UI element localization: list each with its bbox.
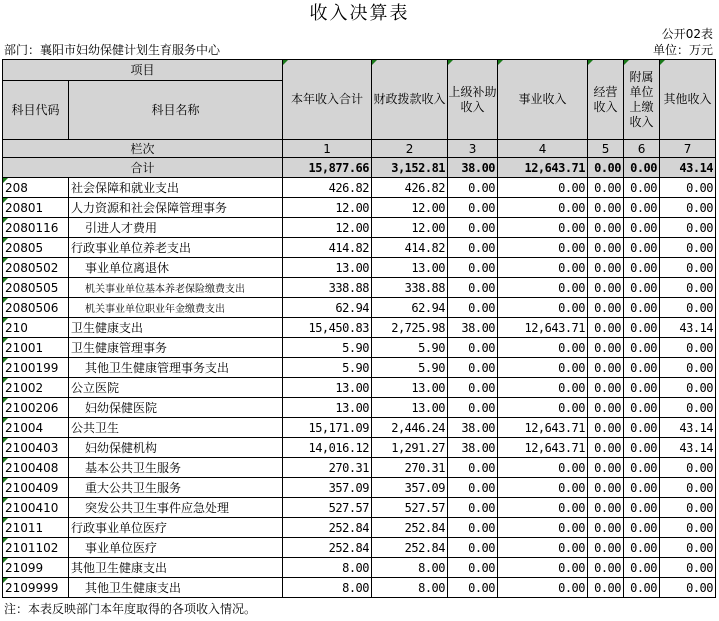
amount-cell[interactable]: 0.00 [588, 558, 624, 578]
amount-cell[interactable]: 0.00 [624, 418, 660, 438]
table-row [3, 498, 716, 518]
amount-cell[interactable]: 13.00 [283, 378, 372, 398]
table-row [3, 258, 716, 278]
amount-cell[interactable]: 0.00 [624, 318, 660, 338]
subject-name[interactable]: 引进人才费用 [69, 218, 283, 238]
subject-name[interactable]: 机关事业单位职业年金缴费支出 [69, 298, 283, 318]
table-row [3, 418, 716, 438]
amount-cell[interactable]: 13.00 [372, 398, 448, 418]
amount-cell[interactable]: 12,643.71 [498, 418, 588, 438]
header-business[interactable]: 事业收入 [498, 60, 588, 140]
amount-cell[interactable]: 0.00 [660, 238, 716, 258]
amount-cell[interactable]: 13.00 [372, 378, 448, 398]
table-row [3, 438, 716, 458]
amount-cell[interactable]: 0.00 [588, 478, 624, 498]
header-other[interactable]: 其他收入 [660, 60, 716, 140]
amount-cell[interactable]: 0.00 [660, 478, 716, 498]
amount-cell[interactable]: 38.00 [448, 318, 498, 338]
subject-name[interactable]: 卫生健康管理事务 [69, 338, 283, 358]
amount-cell[interactable]: 2,446.24 [372, 418, 448, 438]
report-title: 收入决算表 [309, 3, 410, 24]
total-value[interactable]: 12,643.71 [498, 158, 588, 178]
amount-cell[interactable]: 252.84 [283, 518, 372, 538]
subject-code[interactable]: 2109999 [3, 578, 69, 598]
subject-name[interactable]: 其他卫生健康支出 [69, 558, 283, 578]
amount-cell[interactable]: 0.00 [660, 558, 716, 578]
table-row [3, 318, 716, 338]
amount-cell[interactable]: 2,725.98 [372, 318, 448, 338]
subject-code[interactable]: 2100403 [3, 438, 69, 458]
amount-cell[interactable]: 0.00 [498, 458, 588, 478]
column-number[interactable]: 2 [372, 140, 448, 158]
amount-cell[interactable]: 15,171.09 [283, 418, 372, 438]
amount-cell[interactable]: 0.00 [448, 178, 498, 198]
column-number[interactable]: 5 [588, 140, 624, 158]
amount-cell[interactable]: 43.14 [660, 418, 716, 438]
amount-cell[interactable]: 0.00 [624, 298, 660, 318]
header-superior[interactable]: 上级补助收入 [448, 60, 498, 140]
header-item[interactable]: 项目 [3, 60, 283, 81]
amount-cell[interactable]: 5.90 [283, 358, 372, 378]
amount-cell[interactable]: 0.00 [660, 498, 716, 518]
amount-cell[interactable]: 12.00 [372, 218, 448, 238]
amount-cell[interactable]: 0.00 [448, 518, 498, 538]
column-number[interactable]: 1 [283, 140, 372, 158]
amount-cell[interactable]: 12.00 [372, 198, 448, 218]
amount-cell[interactable]: 0.00 [660, 278, 716, 298]
subject-name[interactable]: 行政事业单位养老支出 [69, 238, 283, 258]
amount-cell[interactable]: 43.14 [660, 318, 716, 338]
table-row [3, 558, 716, 578]
income-table [2, 59, 716, 598]
column-number[interactable]: 6 [624, 140, 660, 158]
amount-cell[interactable]: 8.00 [372, 558, 448, 578]
amount-cell[interactable]: 13.00 [372, 258, 448, 278]
amount-cell[interactable]: 38.00 [448, 438, 498, 458]
subject-name[interactable]: 事业单位离退休 [69, 258, 283, 278]
amount-cell[interactable]: 0.00 [588, 438, 624, 458]
amount-cell[interactable]: 0.00 [588, 198, 624, 218]
amount-cell[interactable]: 0.00 [624, 478, 660, 498]
amount-cell[interactable]: 0.00 [498, 378, 588, 398]
amount-cell[interactable]: 15,450.83 [283, 318, 372, 338]
amount-cell[interactable]: 357.09 [372, 478, 448, 498]
amount-cell[interactable]: 0.00 [498, 478, 588, 498]
amount-cell[interactable]: 0.00 [588, 278, 624, 298]
amount-cell[interactable]: 0.00 [660, 538, 716, 558]
amount-cell[interactable]: 0.00 [448, 558, 498, 578]
column-number[interactable]: 7 [660, 140, 716, 158]
subject-code[interactable]: 2100206 [3, 398, 69, 418]
subject-code[interactable]: 2080506 [3, 298, 69, 318]
amount-cell[interactable]: 0.00 [498, 518, 588, 538]
amount-cell[interactable]: 0.00 [624, 438, 660, 458]
amount-cell[interactable]: 0.00 [660, 258, 716, 278]
subject-code[interactable]: 2100410 [3, 498, 69, 518]
subject-name[interactable]: 其他卫生健康管理事务支出 [69, 358, 283, 378]
table-row [3, 578, 716, 598]
subject-code[interactable]: 2100409 [3, 478, 69, 498]
amount-cell[interactable]: 0.00 [624, 338, 660, 358]
subject-code[interactable]: 21011 [3, 518, 69, 538]
subject-code[interactable]: 2080505 [3, 278, 69, 298]
amount-cell[interactable]: 0.00 [624, 358, 660, 378]
amount-cell[interactable]: 0.00 [498, 258, 588, 278]
amount-cell[interactable]: 5.90 [372, 358, 448, 378]
amount-cell[interactable]: 0.00 [498, 538, 588, 558]
amount-cell[interactable]: 0.00 [624, 198, 660, 218]
amount-cell[interactable]: 0.00 [660, 298, 716, 318]
amount-cell[interactable]: 0.00 [660, 178, 716, 198]
amount-cell[interactable]: 0.00 [660, 338, 716, 358]
table-row [3, 378, 716, 398]
subject-name[interactable]: 妇幼保健医院 [69, 398, 283, 418]
amount-cell[interactable]: 0.00 [588, 538, 624, 558]
amount-cell[interactable]: 62.94 [283, 298, 372, 318]
amount-cell[interactable]: 0.00 [448, 218, 498, 238]
amount-cell[interactable]: 5.90 [283, 338, 372, 358]
amount-cell[interactable]: 338.88 [372, 278, 448, 298]
table-row [3, 218, 716, 238]
amount-cell[interactable]: 0.00 [498, 238, 588, 258]
subject-name[interactable]: 行政事业单位医疗 [69, 518, 283, 538]
amount-cell[interactable]: 0.00 [448, 358, 498, 378]
amount-cell[interactable]: 0.00 [624, 218, 660, 238]
amount-cell[interactable]: 0.00 [588, 358, 624, 378]
report-number: 公开02表 [661, 27, 713, 41]
amount-cell[interactable]: 0.00 [498, 198, 588, 218]
amount-cell[interactable]: 0.00 [624, 558, 660, 578]
table-row [3, 458, 716, 478]
amount-cell[interactable]: 12,643.71 [498, 438, 588, 458]
amount-cell[interactable]: 0.00 [588, 578, 624, 598]
amount-cell[interactable]: 1,291.27 [372, 438, 448, 458]
table-row [3, 298, 716, 318]
subject-code[interactable]: 2100199 [3, 358, 69, 378]
amount-cell[interactable]: 0.00 [588, 418, 624, 438]
amount-cell[interactable]: 0.00 [624, 498, 660, 518]
amount-cell[interactable]: 0.00 [448, 338, 498, 358]
amount-cell[interactable]: 0.00 [498, 558, 588, 578]
table-row [3, 178, 716, 198]
amount-cell[interactable]: 13.00 [283, 258, 372, 278]
subject-code[interactable]: 21099 [3, 558, 69, 578]
amount-cell[interactable]: 414.82 [283, 238, 372, 258]
amount-cell[interactable]: 0.00 [588, 298, 624, 318]
amount-cell[interactable]: 252.84 [283, 538, 372, 558]
amount-cell[interactable]: 0.00 [448, 398, 498, 418]
subject-name[interactable]: 妇幼保健机构 [69, 438, 283, 458]
amount-cell[interactable]: 426.82 [372, 178, 448, 198]
table-row [3, 238, 716, 258]
amount-cell[interactable]: 0.00 [660, 358, 716, 378]
amount-cell[interactable]: 0.00 [624, 518, 660, 538]
amount-cell[interactable]: 0.00 [624, 278, 660, 298]
subject-name[interactable]: 突发公共卫生事件应急处理 [69, 498, 283, 518]
table-row [3, 398, 716, 418]
amount-cell[interactable]: 0.00 [588, 398, 624, 418]
amount-cell[interactable]: 0.00 [498, 398, 588, 418]
amount-cell[interactable]: 0.00 [624, 458, 660, 478]
amount-cell[interactable]: 0.00 [588, 498, 624, 518]
amount-cell[interactable]: 8.00 [372, 578, 448, 598]
amount-cell[interactable]: 0.00 [660, 378, 716, 398]
subject-name[interactable]: 社会保障和就业支出 [69, 178, 283, 198]
amount-cell[interactable]: 13.00 [283, 398, 372, 418]
amount-cell[interactable]: 0.00 [588, 238, 624, 258]
subject-code[interactable]: 20805 [3, 238, 69, 258]
amount-cell[interactable]: 0.00 [498, 298, 588, 318]
subject-name[interactable]: 公共卫生 [69, 418, 283, 438]
header-total[interactable]: 本年收入合计 [283, 60, 372, 140]
column-number[interactable]: 4 [498, 140, 588, 158]
amount-cell[interactable]: 12,643.71 [498, 318, 588, 338]
amount-cell[interactable]: 0.00 [624, 258, 660, 278]
amount-cell[interactable]: 0.00 [498, 218, 588, 238]
amount-cell[interactable]: 0.00 [660, 458, 716, 478]
table-row [3, 198, 716, 218]
amount-cell[interactable]: 0.00 [588, 378, 624, 398]
amount-cell[interactable]: 252.84 [372, 518, 448, 538]
amount-cell[interactable]: 0.00 [448, 498, 498, 518]
subject-code[interactable]: 21001 [3, 338, 69, 358]
amount-cell[interactable]: 8.00 [283, 578, 372, 598]
amount-cell[interactable]: 0.00 [660, 398, 716, 418]
header-fiscal[interactable]: 财政拨款收入 [372, 60, 448, 140]
amount-cell[interactable]: 38.00 [448, 418, 498, 438]
subject-code[interactable]: 2100408 [3, 458, 69, 478]
amount-cell[interactable]: 0.00 [624, 238, 660, 258]
subject-code[interactable]: 2101102 [3, 538, 69, 558]
amount-cell[interactable]: 0.00 [448, 378, 498, 398]
subject-name[interactable]: 重大公共卫生服务 [69, 478, 283, 498]
amount-cell[interactable]: 527.57 [372, 498, 448, 518]
subject-code[interactable]: 20801 [3, 198, 69, 218]
total-value[interactable]: 15,877.66 [283, 158, 372, 178]
column-label[interactable]: 栏次 [3, 140, 283, 158]
amount-cell[interactable]: 0.00 [498, 498, 588, 518]
header-code[interactable]: 科目代码 [3, 81, 69, 140]
amount-cell[interactable]: 0.00 [448, 298, 498, 318]
total-label[interactable]: 合计 [3, 158, 283, 178]
subject-name[interactable]: 公立医院 [69, 378, 283, 398]
amount-cell[interactable]: 62.94 [372, 298, 448, 318]
amount-cell[interactable]: 0.00 [588, 458, 624, 478]
subject-name[interactable]: 机关事业单位基本养老保险缴费支出 [69, 278, 283, 298]
amount-cell[interactable]: 0.00 [448, 538, 498, 558]
amount-cell[interactable]: 270.31 [283, 458, 372, 478]
unit-label: 单位：万元 [652, 43, 713, 57]
table-row [3, 338, 716, 358]
total-value[interactable]: 38.00 [448, 158, 498, 178]
subject-code[interactable]: 2080116 [3, 218, 69, 238]
table-row [3, 538, 716, 558]
table-row [3, 518, 716, 538]
amount-cell[interactable]: 414.82 [372, 238, 448, 258]
amount-cell[interactable]: 8.00 [283, 558, 372, 578]
amount-cell[interactable]: 0.00 [588, 178, 624, 198]
amount-cell[interactable]: 0.00 [588, 218, 624, 238]
subject-name[interactable]: 其他卫生健康支出 [69, 578, 283, 598]
amount-cell[interactable]: 0.00 [448, 578, 498, 598]
amount-cell[interactable]: 0.00 [660, 578, 716, 598]
department-label: 部门：襄阳市妇幼保健计划生育服务中心 [4, 43, 221, 57]
amount-cell[interactable]: 0.00 [588, 338, 624, 358]
amount-cell[interactable]: 12.00 [283, 218, 372, 238]
amount-cell[interactable]: 0.00 [588, 258, 624, 278]
subject-name[interactable]: 人力资源和社会保障管理事务 [69, 198, 283, 218]
amount-cell[interactable]: 43.14 [660, 438, 716, 458]
amount-cell[interactable]: 0.00 [498, 358, 588, 378]
subject-code[interactable]: 21004 [3, 418, 69, 438]
subject-name[interactable]: 事业单位医疗 [69, 538, 283, 558]
amount-cell[interactable]: 270.31 [372, 458, 448, 478]
total-value[interactable]: 3,152.81 [372, 158, 448, 178]
amount-cell[interactable]: 14,016.12 [283, 438, 372, 458]
amount-cell[interactable]: 0.00 [448, 238, 498, 258]
subject-code[interactable]: 2080502 [3, 258, 69, 278]
table-row [3, 478, 716, 498]
table-row [3, 278, 716, 298]
amount-cell[interactable]: 12.00 [283, 198, 372, 218]
amount-cell[interactable]: 0.00 [588, 518, 624, 538]
amount-cell[interactable]: 0.00 [498, 338, 588, 358]
subject-name[interactable]: 卫生健康支出 [69, 318, 283, 338]
header-affiliated[interactable]: 附属单位上缴收入 [624, 60, 660, 140]
amount-cell[interactable]: 527.57 [283, 498, 372, 518]
column-number[interactable]: 3 [448, 140, 498, 158]
amount-cell[interactable]: 252.84 [372, 538, 448, 558]
amount-cell[interactable]: 338.88 [283, 278, 372, 298]
header-name[interactable]: 科目名称 [69, 81, 283, 140]
subject-code[interactable]: 210 [3, 318, 69, 338]
amount-cell[interactable]: 0.00 [498, 278, 588, 298]
amount-cell[interactable]: 0.00 [448, 458, 498, 478]
header-operating[interactable]: 经营收入 [588, 60, 624, 140]
amount-cell[interactable]: 426.82 [283, 178, 372, 198]
amount-cell[interactable]: 0.00 [624, 538, 660, 558]
amount-cell[interactable]: 0.00 [588, 318, 624, 338]
subject-name[interactable]: 基本公共卫生服务 [69, 458, 283, 478]
amount-cell[interactable]: 0.00 [448, 278, 498, 298]
footnote: 注：本表反映部门本年度取得的各项收入情况。 [4, 602, 257, 616]
amount-cell[interactable]: 0.00 [624, 578, 660, 598]
amount-cell[interactable]: 0.00 [660, 198, 716, 218]
total-value[interactable]: 0.00 [588, 158, 624, 178]
total-value[interactable]: 43.14 [660, 158, 716, 178]
amount-cell[interactable]: 357.09 [283, 478, 372, 498]
amount-cell[interactable]: 0.00 [624, 398, 660, 418]
amount-cell[interactable]: 0.00 [448, 258, 498, 278]
subject-code[interactable]: 208 [3, 178, 69, 198]
subject-code[interactable]: 21002 [3, 378, 69, 398]
amount-cell[interactable]: 0.00 [498, 178, 588, 198]
total-value[interactable]: 0.00 [624, 158, 660, 178]
amount-cell[interactable]: 0.00 [624, 378, 660, 398]
amount-cell[interactable]: 0.00 [624, 178, 660, 198]
amount-cell[interactable]: 0.00 [660, 518, 716, 538]
amount-cell[interactable]: 0.00 [448, 198, 498, 218]
table-row [3, 358, 716, 378]
amount-cell[interactable]: 5.90 [372, 338, 448, 358]
amount-cell[interactable]: 0.00 [660, 218, 716, 238]
amount-cell[interactable]: 0.00 [498, 578, 588, 598]
amount-cell[interactable]: 0.00 [448, 478, 498, 498]
